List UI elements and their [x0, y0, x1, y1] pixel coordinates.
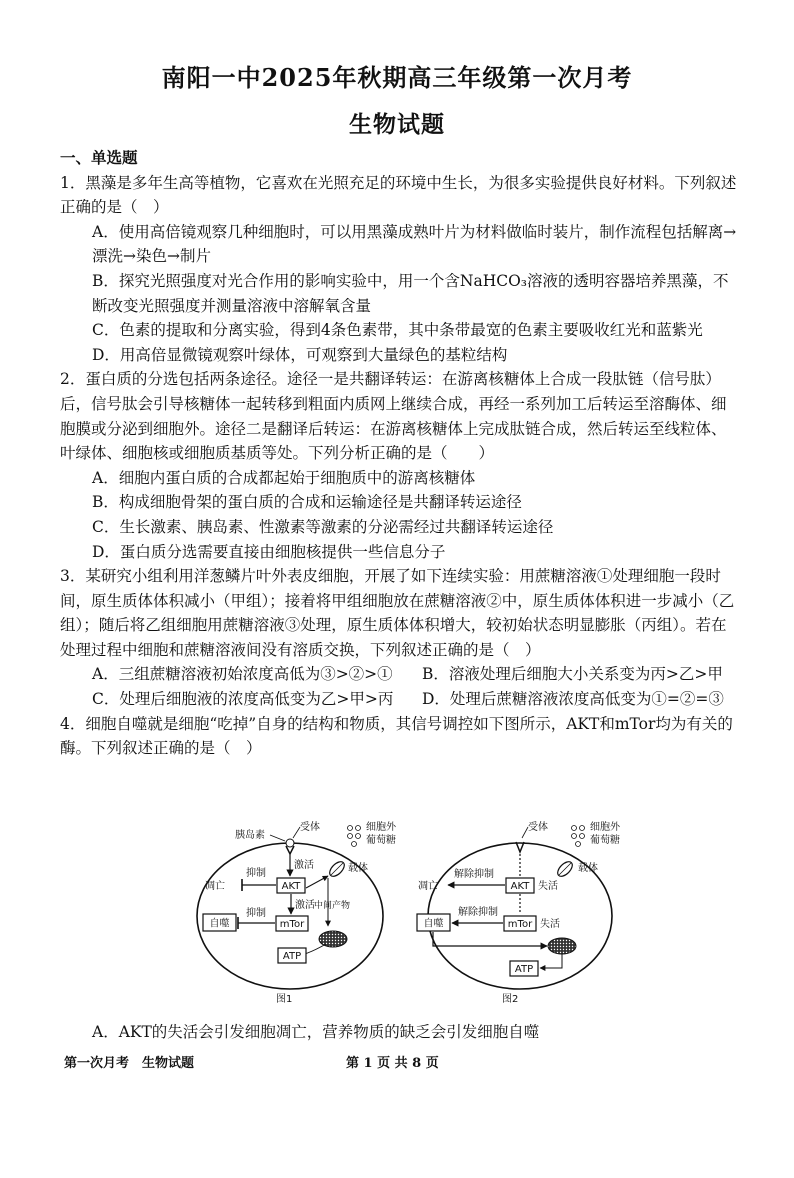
fig1-glucose-icon: [348, 826, 361, 847]
fig2-mitochondrion-icon: [548, 938, 576, 954]
figure-1-caption: 图1: [276, 994, 293, 1005]
fig2-carrier-label: 载体: [578, 863, 598, 874]
question-4-option-a: A．AKT的失活会引发细胞凋亡，营养物质的缺乏会引发细胞自噬: [92, 1023, 540, 1041]
fig2-glucose-icon: [572, 826, 585, 847]
figure-2-caption: 图2: [502, 994, 519, 1005]
fig1-akt-label: AKT: [281, 881, 301, 892]
fig1-glucose-label: 葡萄糖: [366, 835, 396, 846]
fig1-inhibit-label-1: 抑制: [246, 868, 266, 879]
page-footer: [0, 1052, 794, 1076]
fig1-activate-label-2: 激活: [295, 900, 315, 911]
fig2-mtor-label: mTor: [507, 919, 533, 930]
question-2-option-b: B．构成细胞骨架的蛋白质的合成和运输途径是共翻译转运途径: [92, 493, 522, 512]
figure-2: [417, 820, 621, 1005]
fig2-receptor-label: 受体: [528, 822, 548, 833]
question-2-option-c: C．生长激素、胰岛素、性激素等激素的分泌需经过共翻译转运途径: [92, 517, 554, 536]
fig2-carrier-icon: [555, 859, 575, 879]
fig2-release-label-1: 解除抑制: [454, 869, 494, 880]
exam-subtitle: 生物试题: [349, 111, 445, 138]
question-body: [60, 146, 740, 761]
question-3-option-b: B．溶液处理后细胞大小关系变为丙>乙>甲: [422, 665, 723, 684]
question-2-stem: 2．蛋白质的分选包括两条途径。途径一是共翻译转运：在游离核糖体上合成一段肽链（信号肽）后，信号肽会引导核糖体一起转移到粗面内质网上继续合成，再经一系列加工后转运至溶酶体、细胞膜或分泌到细胞外。途径二是翻译后转运：在游离核糖体上完成肽链合成，然后转运至线粒体、叶绿体、细胞核或细胞质基质等处。下列分析正确的是（ ）: [60, 370, 727, 463]
fig2-outside-label: 细胞外: [590, 822, 620, 833]
question-3-options-row-2: [60, 687, 740, 712]
question-1-option-a: A．使用高倍镜观察几种细胞时，可以用黑藻成熟叶片为材料做临时装片，制作流程包括解离→漂洗→染色→制片: [92, 222, 737, 266]
footer-page-number: 第 1 页 共 8 页: [346, 1056, 439, 1071]
question-3-option-d: D．处理后蔗糖溶液浓度高低变为①=②=③: [422, 690, 724, 709]
fig1-inhibit-label-2: 抑制: [246, 908, 266, 919]
autophagy-diagram: [190, 816, 630, 1016]
fig2-akt-label: AKT: [510, 881, 530, 892]
fig1-insulin-label: 胰岛素: [235, 830, 265, 841]
fig1-mtor-label: mTor: [279, 919, 305, 930]
question-1-option-d: D．用高倍显微镜观察叶绿体，可观察到大量绿色的基粒结构: [92, 345, 508, 364]
question-1-option-b: B．探究光照强度对光合作用的影响实验中，用一个含NaHCO₃溶液的透明容器培养黑藻，不断改变光照强度并测量溶液中溶解氧含量: [92, 271, 729, 315]
question-1-option-c: C．色素的提取和分离实验，得到4条色素带，其中条带最宽的色素主要吸收红光和蓝紫光: [92, 321, 703, 340]
question-2-option-a: A．细胞内蛋白质的合成都起始于细胞质中的游离核糖体: [92, 468, 476, 487]
fig2-atp-label: ATP: [514, 964, 534, 975]
fig2-inactive-label-1: 失活: [538, 881, 558, 892]
exam-title: 南阳一中2025年秋期高三年级第一次月考: [161, 63, 633, 92]
fig2-apoptosis-label: 凋亡: [418, 881, 438, 892]
question-2-option-d: D．蛋白质分选需要直接由细胞核提供一些信息分子: [92, 542, 446, 561]
question-3-option-a: A．三组蔗糖溶液初始浓度高低为③>②>①: [92, 665, 393, 684]
fig2-inactive-label-2: 失活: [540, 919, 560, 930]
question-3-options-row-1: [60, 662, 740, 687]
fig1-intermediate-label: 中间产物: [314, 901, 351, 911]
fig1-receptor-label: 受体: [300, 822, 320, 833]
question-4-stem: 4．细胞自噬就是细胞“吃掉”自身的结构和物质，其信号调控如下图所示，AKT和mTor均为有关的酶。下列叙述正确的是（ ）: [60, 714, 733, 758]
fig1-autophagy-label: 自噬: [209, 918, 230, 930]
fig1-receptor-icon: [286, 839, 294, 854]
fig2-autophagy-label: 自噬: [423, 918, 444, 930]
fig2-release-label-2: 解除抑制: [458, 907, 498, 918]
figure-1: [197, 820, 397, 1005]
autophagy-figures: [190, 816, 630, 1016]
question-3-option-c: C．处理后细胞液的浓度高低变为乙>甲>丙: [92, 690, 394, 709]
fig1-activate-label: 激活: [294, 860, 314, 871]
question-3-stem: 3．某研究小组利用洋葱鳞片叶外表皮细胞，开展了如下连续实验：用蔗糖溶液①处理细胞一段时间，原生质体体积减小（甲组）；接着将甲组细胞放在蔗糖溶液②中，原生质体体积进一步减小（乙组）；随后将乙组细胞用蔗糖溶液③处理，原生质体体积增大，较初始状态明显膨胀（丙组）。若在处理过程中细胞和蔗糖溶液间没有溶质交换，下列叙述正确的是（ ）: [60, 567, 735, 659]
footer-exam-name: 第一次月考 生物试题: [64, 1056, 195, 1071]
question-1-stem: 1．黑藻是多年生高等植物，它喜欢在光照充足的环境中生长，为很多实验提供良好材料。下列叙述正确的是（ ）: [60, 173, 737, 217]
fig1-mitochondrion-icon: [319, 931, 347, 947]
fig1-carrier-label: 载体: [348, 863, 368, 874]
section-heading: 一、单选题: [60, 148, 138, 167]
fig1-apoptosis-label: 凋亡: [205, 881, 225, 892]
fig1-outside-label: 细胞外: [366, 822, 396, 833]
fig1-atp-label: ATP: [282, 951, 302, 962]
fig1-carrier-icon: [327, 859, 347, 879]
fig2-glucose-label: 葡萄糖: [590, 835, 620, 846]
